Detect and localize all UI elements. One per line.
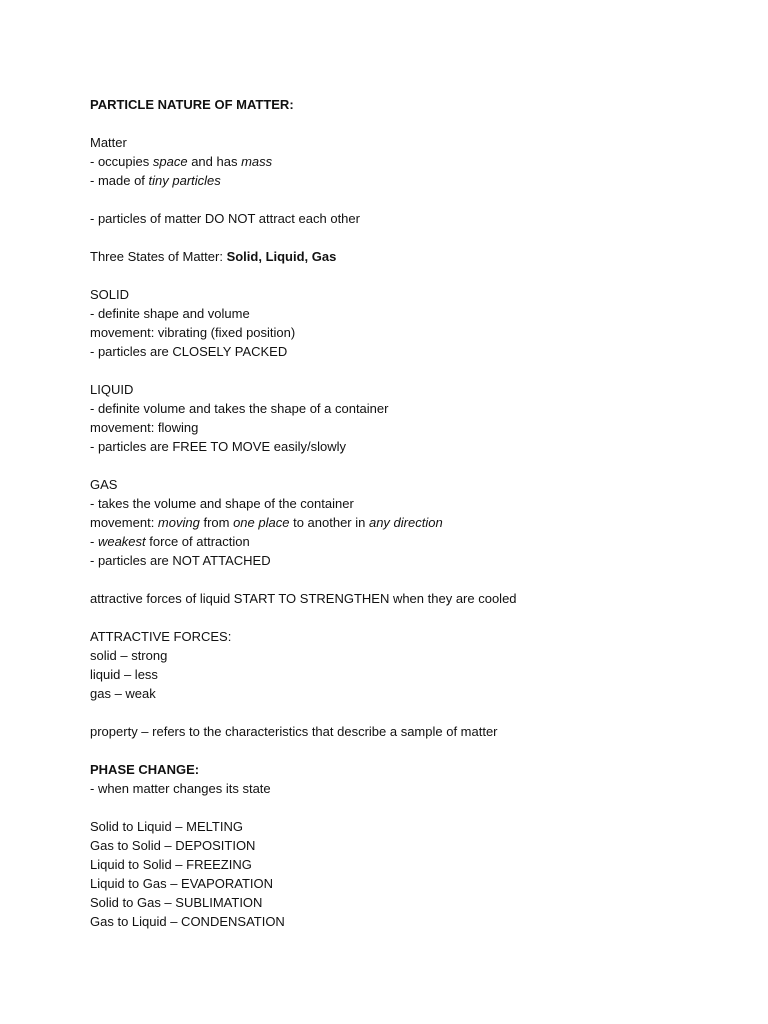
matter-occupies-line: - occupies space and has mass: [90, 154, 273, 169]
liquid-line: - particles are FREE TO MOVE easily/slowly: [90, 439, 346, 454]
solid-heading: SOLID: [90, 287, 130, 302]
matter-made-line: - made of tiny particles: [90, 173, 221, 188]
gas-heading: GAS: [90, 477, 118, 492]
phase-change-item: Liquid to Gas – EVAPORATION: [90, 876, 274, 891]
gas-weakest-line: - weakest force of attraction: [90, 534, 250, 549]
liquid-line: - definite volume and takes the shape of a container: [90, 401, 389, 416]
forces-line: liquid – less: [90, 667, 158, 682]
three-states-line: Three States of Matter: Solid, Liquid, Gas: [90, 249, 337, 264]
liquid-line: movement: flowing: [90, 420, 199, 435]
liquid-heading: LIQUID: [90, 382, 134, 397]
cooled-line: attractive forces of liquid START TO STRENGTHEN when they are cooled: [90, 591, 517, 606]
forces-line: solid – strong: [90, 648, 168, 663]
matter-heading: Matter: [90, 135, 127, 150]
solid-line: - particles are CLOSELY PACKED: [90, 344, 288, 359]
phase-change-item: Solid to Liquid – MELTING: [90, 819, 243, 834]
phase-change-item: Liquid to Solid – FREEZING: [90, 857, 252, 872]
phase-heading: PHASE CHANGE:: [90, 762, 200, 777]
gas-line: - takes the volume and shape of the container: [90, 496, 354, 511]
gas-movement-line: movement: moving from one place to another in any direction: [90, 515, 443, 530]
phase-change-item: Gas to Liquid – CONDENSATION: [90, 914, 285, 929]
phase-change-item: Gas to Solid – DEPOSITION: [90, 838, 256, 853]
forces-line: gas – weak: [90, 686, 156, 701]
solid-line: - definite shape and volume: [90, 306, 250, 321]
property-line: property – refers to the characteristics that describe a sample of matter: [90, 724, 498, 739]
phase-definition: - when matter changes its state: [90, 781, 271, 796]
forces-heading: ATTRACTIVE FORCES:: [90, 629, 232, 644]
document-body: [90, 95, 690, 931]
solid-line: movement: vibrating (fixed position): [90, 325, 296, 340]
phase-change-item: Solid to Gas – SUBLIMATION: [90, 895, 263, 910]
gas-line: - particles are NOT ATTACHED: [90, 553, 271, 568]
no-attract-line: - particles of matter DO NOT attract each other: [90, 211, 360, 226]
document-title: PARTICLE NATURE OF MATTER:: [90, 97, 294, 112]
